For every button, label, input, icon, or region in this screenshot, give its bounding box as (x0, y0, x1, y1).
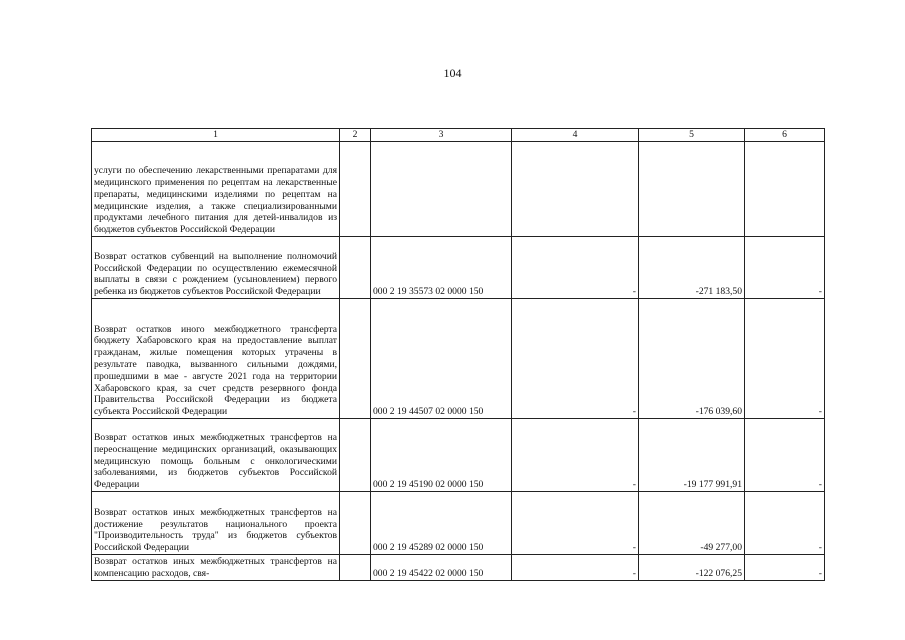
column-header-4: 4 (512, 129, 639, 142)
header-row (92, 129, 825, 142)
row-amount (639, 142, 745, 237)
table-row (92, 492, 825, 555)
row-description: Возврат остатков иных межбюджетных трансфертов на переоснащение медицинских организаций, оказывающих медицинскую помощь больным с онкологическими заболеваниями, из бюджетов субъектов Российской Федерации (92, 419, 340, 492)
row-description: Возврат остатков субвенций на выполнение полномочий Российской Федерации по осуществлению ежемесячной выплаты в связи с рождением (усыновлением) первого ребенка из бюджетов субъектов Российской Федерации (92, 237, 340, 299)
row-col4: - (512, 237, 639, 299)
row-budget-code: 000 2 19 45190 02 0000 150 (371, 419, 512, 492)
row-col2 (340, 419, 371, 492)
row-col6 (745, 142, 825, 237)
row-amount: -176 039,60 (639, 299, 745, 419)
table-row (92, 142, 825, 237)
row-col4: - (512, 492, 639, 555)
table-row (92, 419, 825, 492)
row-budget-code: 000 2 19 45289 02 0000 150 (371, 492, 512, 555)
row-description: Возврат остатков иного межбюджетного трансферта бюджету Хабаровского края на предоставление выплат гражданам, жилые помещения которых утрачены в результате паводка, вызванного сильными дождями, прошедшими в мае - августе 2021 года на территории Хабаровского края, за счет средств резервного фонда Правительства Российской Федерации из бюджета субъекта Российской Федерации (92, 299, 340, 419)
row-amount: -49 277,00 (639, 492, 745, 555)
column-header-6: 6 (745, 129, 825, 142)
row-amount: -122 076,25 (639, 555, 745, 581)
row-col4: - (512, 555, 639, 581)
row-col2 (340, 492, 371, 555)
row-col6: - (745, 555, 825, 581)
row-description: Возврат остатков иных межбюджетных трансфертов на достижение результатов национального проекта "Производительность труда" из бюджетов субъектов Российской Федерации (92, 492, 340, 555)
page-number: 104 (443, 66, 462, 80)
table-row (92, 555, 825, 581)
table-row (92, 299, 825, 419)
row-amount: -271 183,50 (639, 237, 745, 299)
column-header-2: 2 (340, 129, 371, 142)
row-col6: - (745, 492, 825, 555)
row-budget-code (371, 142, 512, 237)
row-col4 (512, 142, 639, 237)
table-row (92, 237, 825, 299)
row-col6: - (745, 237, 825, 299)
row-col2 (340, 555, 371, 581)
row-col6: - (745, 299, 825, 419)
row-description: Возврат остатков иных межбюджетных трансфертов на компенсацию расходов, свя- (92, 555, 340, 581)
row-amount: -19 177 991,91 (639, 419, 745, 492)
row-col2 (340, 142, 371, 237)
column-header-5: 5 (639, 129, 745, 142)
row-col2 (340, 237, 371, 299)
budget-table (91, 128, 825, 581)
row-col6: - (745, 419, 825, 492)
row-budget-code: 000 2 19 45422 02 0000 150 (371, 555, 512, 581)
row-col2 (340, 299, 371, 419)
row-description: услуги по обеспечению лекарственными препаратами для медицинского применения по рецептам на лекарственные препараты, медицинскими изделиями по рецептам на медицинские изделия, а также специализированными продуктами лечебного питания для детей-инвалидов из бюджетов субъектов Российской Федерации (92, 142, 340, 237)
column-header-1: 1 (92, 129, 340, 142)
row-budget-code: 000 2 19 44507 02 0000 150 (371, 299, 512, 419)
row-col4: - (512, 419, 639, 492)
column-header-3: 3 (371, 129, 512, 142)
row-col4: - (512, 299, 639, 419)
row-budget-code: 000 2 19 35573 02 0000 150 (371, 237, 512, 299)
